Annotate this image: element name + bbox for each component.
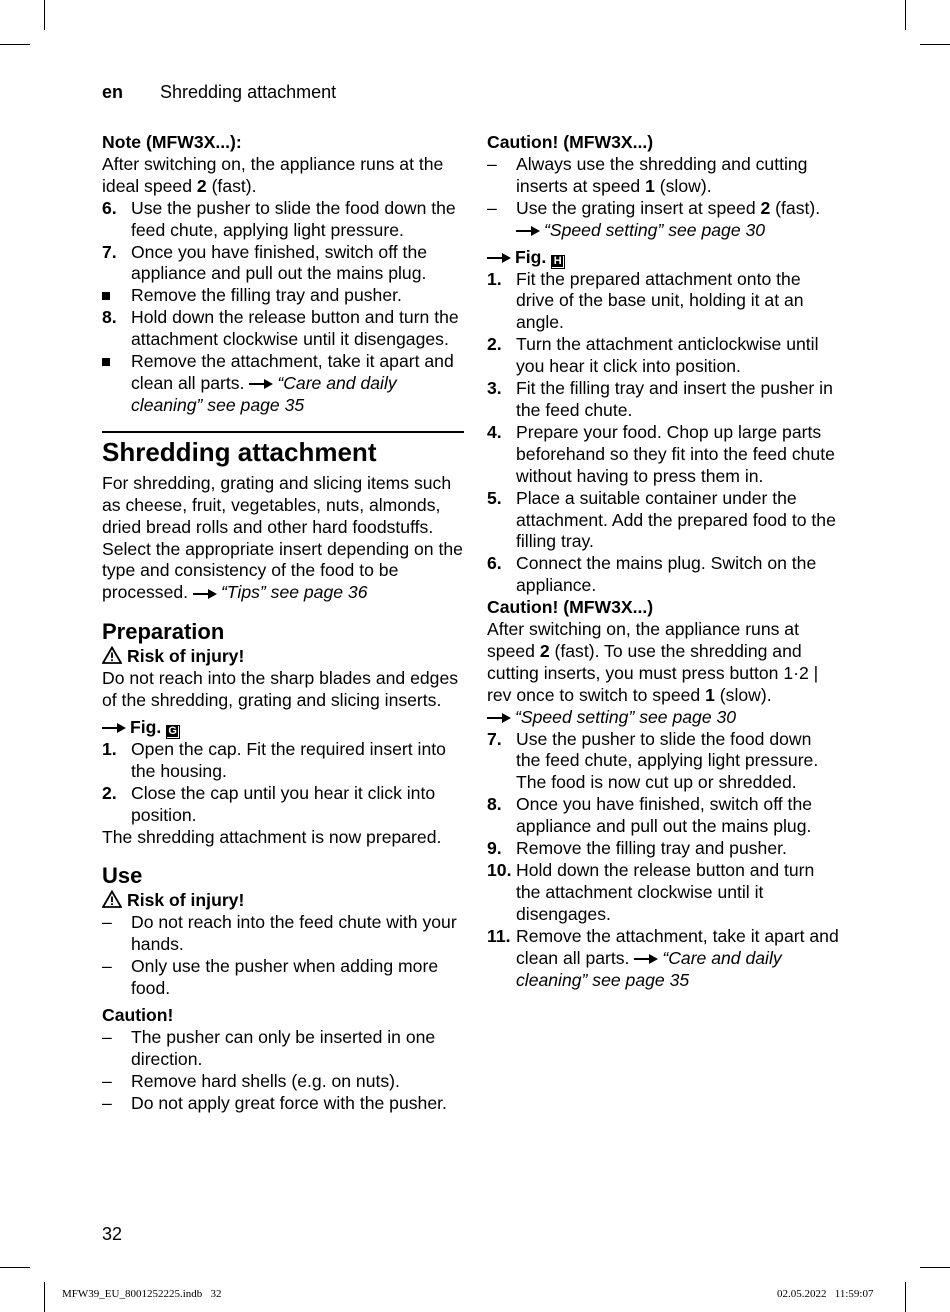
cross-reference-link[interactable]: “Care and daily cleaning” see page 35 bbox=[131, 372, 397, 415]
section-title: Shredding attachment bbox=[102, 431, 464, 467]
use-heading: Use bbox=[102, 863, 143, 889]
step-item: 10. Hold down the release button and turn the attachment clockwise until it disengages. bbox=[487, 860, 815, 924]
arrow-right-icon bbox=[487, 252, 511, 264]
page-number: 32 bbox=[102, 1224, 123, 1244]
crop-mark bbox=[905, 0, 906, 30]
step-item: 7. Once you have finished, switch off the appliance and pull out the mains plug. bbox=[102, 241, 428, 284]
step-item: 8. Once you have finished, switch off the appliance and pull out the mains plug. bbox=[487, 794, 813, 837]
step-item: 9. Remove the filling tray and pusher. bbox=[487, 838, 787, 859]
cross-reference-link[interactable]: “Care and daily cleaning” see page 35 bbox=[516, 947, 782, 990]
caution-heading: Caution! (MFW3X...) bbox=[487, 132, 654, 152]
crop-mark bbox=[920, 1267, 950, 1268]
dash-item: – Do not reach into the feed chute with your hands. bbox=[102, 912, 457, 955]
arrow-right-icon bbox=[193, 588, 217, 600]
square-bullet-icon bbox=[102, 292, 110, 300]
crop-mark bbox=[920, 44, 950, 45]
footer-timestamp: 02.05.2022 11:59:07 bbox=[777, 1288, 874, 1300]
crop-mark bbox=[44, 1282, 45, 1312]
step-item: 11. Remove the attachment, take it apart and clean all parts. “Care and daily cleaning” see page 35 bbox=[487, 925, 839, 990]
risk-text: Do not reach into the sharp blades and edges of the shredding, grating and slicing inserts. bbox=[102, 668, 459, 711]
bullet-item: Remove the filling tray and pusher. bbox=[102, 285, 464, 307]
step-item: 3. Fit the filling tray and insert the pusher in the feed chute. bbox=[487, 378, 833, 420]
prep-result: The shredding attachment is now prepared. bbox=[102, 826, 442, 847]
step-item: 5. Place a suitable container under the attachment. Add the prepared food to the filling tray. bbox=[487, 487, 836, 552]
speed-button-label: 1·2 | rev bbox=[487, 662, 819, 705]
figure-letter-icon: G bbox=[166, 725, 180, 739]
dash-item: – The pusher can only be inserted in one direction. bbox=[102, 1026, 436, 1069]
cross-reference-link[interactable]: “Speed setting” see page 30 bbox=[544, 219, 766, 240]
arrow-right-icon bbox=[634, 953, 658, 965]
bullet-item: Remove the attachment, take it apart and clean all parts. “Care and daily cleaning” see page 35 bbox=[102, 351, 464, 417]
warning-triangle-icon bbox=[102, 646, 122, 664]
footer-file: MFW39_EU_8001252225.indb 32 bbox=[62, 1288, 222, 1300]
step-item: 7. Use the pusher to slide the food down the feed chute, applying light pressure. The food is now cut up or shredded. bbox=[487, 728, 819, 793]
crop-mark bbox=[905, 1282, 906, 1312]
crop-mark bbox=[0, 44, 30, 45]
dash-item: – Use the grating insert at speed 2 (fast). “Speed setting” see page 30 bbox=[487, 197, 821, 240]
caution-heading: Caution! (MFW3X...) bbox=[487, 597, 654, 618]
dash-item: – Remove hard shells (e.g. on nuts). bbox=[102, 1070, 400, 1091]
right-column bbox=[487, 132, 839, 991]
step-item: 6. Use the pusher to slide the food down the feed chute, applying light pressure. bbox=[102, 197, 456, 240]
preparation-heading: Preparation bbox=[102, 619, 225, 645]
note-heading: Note (MFW3X...): bbox=[102, 132, 242, 152]
cross-reference-link[interactable]: “Tips” see page 36 bbox=[220, 582, 368, 603]
step-item: 4. Prepare your food. Chop up large parts beforehand so they fit into the feed chute without having to press them in. bbox=[487, 421, 835, 486]
square-bullet-icon bbox=[102, 358, 110, 366]
caution-heading: Caution! bbox=[102, 1005, 174, 1025]
cross-reference-link[interactable]: “Speed setting” see page 30 bbox=[515, 706, 737, 727]
crop-mark bbox=[0, 1267, 30, 1268]
arrow-right-icon bbox=[487, 712, 511, 724]
step-item: 6. Connect the mains plug. Switch on the appliance. bbox=[487, 553, 817, 596]
left-column bbox=[102, 132, 464, 1115]
warning-triangle-icon bbox=[102, 890, 122, 908]
figure-reference: Fig. G bbox=[102, 717, 464, 739]
arrow-right-icon bbox=[516, 225, 540, 237]
figure-letter-icon: H bbox=[551, 255, 565, 269]
step-item: 2. Turn the attachment anticlockwise until you hear it click into position. bbox=[487, 334, 819, 377]
step-item: 1. Fit the prepared attachment onto the drive of the base unit, holding it at an angle. bbox=[487, 268, 804, 333]
step-item: 8. Hold down the release button and turn the attachment clockwise until it disengages. bbox=[102, 307, 459, 350]
figure-reference: Fig. H bbox=[487, 247, 839, 269]
dash-item: – Do not apply great force with the pusher. bbox=[102, 1092, 447, 1113]
header-language: en bbox=[102, 82, 124, 102]
risk-heading: Risk of injury! bbox=[102, 890, 464, 912]
caution-text: After switching on, the appliance runs at speed 2 (fast). To use the shredding and cutting inserts, you must press button 1·2 | rev once to switch to speed 1 (slow). “Speed setting” see page 30 bbox=[487, 619, 819, 727]
step-item: 1. Open the cap. Fit the required insert into the housing. bbox=[102, 738, 446, 781]
dash-item: – Only use the pusher when adding more food. bbox=[102, 956, 439, 999]
dash-item: – Always use the shredding and cutting inserts at speed 1 (slow). bbox=[487, 153, 808, 196]
risk-heading: Risk of injury! bbox=[102, 646, 464, 668]
arrow-right-icon bbox=[249, 378, 273, 390]
note-text: After switching on, the appliance runs at the ideal speed 2 (fast). bbox=[102, 153, 444, 196]
section-intro: For shredding, grating and slicing items such as cheese, fruit, vegetables, nuts, almonds, dried bread rolls and other hard foodstuffs. Select the appropriate insert depending on the type and consistency of the food to be processed. “Tips” see page 36 bbox=[102, 472, 463, 603]
step-item: 2. Close the cap until you hear it click into position. bbox=[102, 782, 436, 825]
header-title: Shredding attachment bbox=[160, 82, 337, 102]
arrow-right-icon bbox=[102, 722, 126, 734]
crop-mark bbox=[44, 0, 45, 30]
